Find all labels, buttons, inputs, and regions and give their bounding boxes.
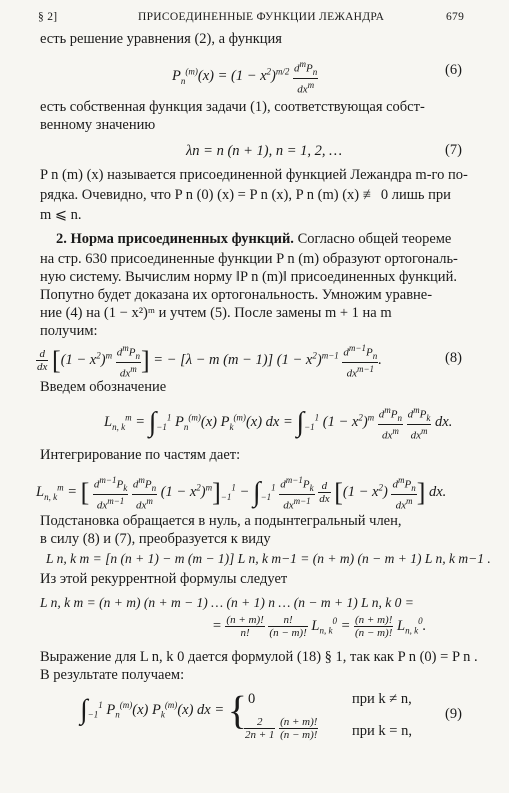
text-line: Подстановка обращается в нуль, а подынтегральный член,	[40, 513, 402, 529]
text-line: Интегрирование по частям дает:	[40, 447, 241, 463]
equation-recurrence: L n, k m = [n (n + 1) − m (m − 1)] L n, k m−1 = (n + m) (n − m + 1) L n, k m−1 .	[46, 551, 491, 566]
running-title: ПРИСОЕДИНЕННЫЕ ФУНКЦИИ ЛЕЖАНДРА	[138, 11, 385, 23]
text-line: Попутно будет доказана их ортогональность. Умножим уравне-	[40, 287, 433, 303]
text-line: есть собственная функция задачи (1), соответствующая собст-	[40, 99, 425, 115]
text-line: в силу (8) и (7), преобразуется к виду	[40, 531, 271, 547]
equation-number: (7)	[445, 142, 462, 158]
text-line: В результате получаем:	[40, 667, 185, 683]
text-line: венному значению	[40, 117, 156, 133]
text-line: рядка. Очевидно, что P n (0) (x) = P n (x), P n (m) (x) ≢ 0 лишь при	[40, 187, 451, 203]
text-line: получим:	[40, 323, 98, 339]
equation-8: $\frac{d}{dx}$ [$(1 - x^2)^m$ $\frac{d^mP_n}{dx^m}$ ] = − [λ − m (m − 1)] $(1 - x^2)^{m-1}$ $\frac{d^{m-1}P_n}{dx^{m-1}}$ .	[37, 343, 382, 380]
section-heading: 2. Норма присоединенных функций.	[56, 231, 294, 247]
equation-chain-continued: = $\frac{(n + m)!}{n!}$ $\frac{n!}{(n - m)!}$ $L_{n, k}^0$ = $\frac{(n + m)!}{(n - m)!}$ $L_{n, k}^0$.	[212, 614, 427, 639]
text-line: Из этой рекуррентной формулы следует	[40, 571, 288, 587]
section-paragraph-start	[56, 230, 451, 248]
text-line: есть решение уравнения (2), а функция	[40, 31, 282, 47]
equation-9-condition: при k = n,	[352, 723, 412, 739]
equation-9-case-norm: $\frac{2}{2n + 1}$ $\frac{(n + m)!}{(n - m)!}$	[245, 716, 318, 741]
equation-number: (8)	[445, 350, 462, 366]
text-line: ную систему. Вычислим норму ‖P n (m)‖ присоединенных функций.	[40, 269, 457, 285]
text-line: Согласно общей теореме	[293, 231, 452, 247]
equation-number: (6)	[445, 62, 462, 78]
equation-chain: L n, k m = (n + m) (n + m − 1) … (n + 1) n … (n − m + 1) L n, k 0 =	[40, 595, 414, 610]
equation-l-definition: $L_{n, k}^m = \int_{-1}^1$ $P_n^{(m)}(x)$ $P_k^{(m)}(x)$ dx = $\int_{-1}^1$ $(1 - x^2)^m$ $\frac{d^mP_n}{dx^m}$ $\frac{d^mP_k}{dx^m}$ dx.	[104, 405, 453, 442]
equation-number: (9)	[445, 706, 462, 722]
text-line: на стр. 630 присоединенные функции P n (m) образуют ортогональ-	[40, 251, 458, 267]
text-line: P n (m) (x) называется присоединенной функцией Лежандра m-го по-	[40, 167, 468, 183]
text-line: m ⩽ n.	[40, 207, 82, 223]
equation-9-case-zero: 0	[248, 691, 256, 707]
text-line: Введем обозначение	[40, 379, 167, 395]
equation-9-condition: при k ≠ n,	[352, 691, 412, 707]
equation-9-left: $\int_{-1}^1$ $P_n^{(m)}(x)$ $P_k^{(m)}(x)$ dx = {	[80, 687, 247, 733]
page-number: 679	[446, 11, 465, 23]
section-ref: § 2]	[38, 11, 58, 23]
equation-7: λn = n (n + 1), n = 1, 2, …	[186, 143, 343, 159]
equation-6: $P_n^{(m)}(x) = (1 - x^2)^{m/2}$ $\frac{d^mP_n}{dx^m}$	[172, 59, 318, 96]
equation-integration-by-parts: $L_{n, k}^m$ = [ $\frac{d^{m-1}P_k}{dx^{m-1}}$ $\frac{d^mP_n}{dx^m}$ $(1 - x^2)^m]_{-1}^1 - \int_{-1}^1$ $\frac{d^{m-1}P_k}{dx^{m-1}}$ $\frac{d}{dx}$ [$(1 - x^2)$ $\frac{d^mP_n}{dx^m}$ ] dx.	[36, 475, 447, 512]
text-line: Выражение для L n, k 0 дается формулой (18) § 1, так как P n (0) = P n .	[40, 649, 478, 665]
text-line: ние (4) на (1 − x²)ᵐ и учтем (5). После замены m + 1 на m	[40, 305, 392, 321]
